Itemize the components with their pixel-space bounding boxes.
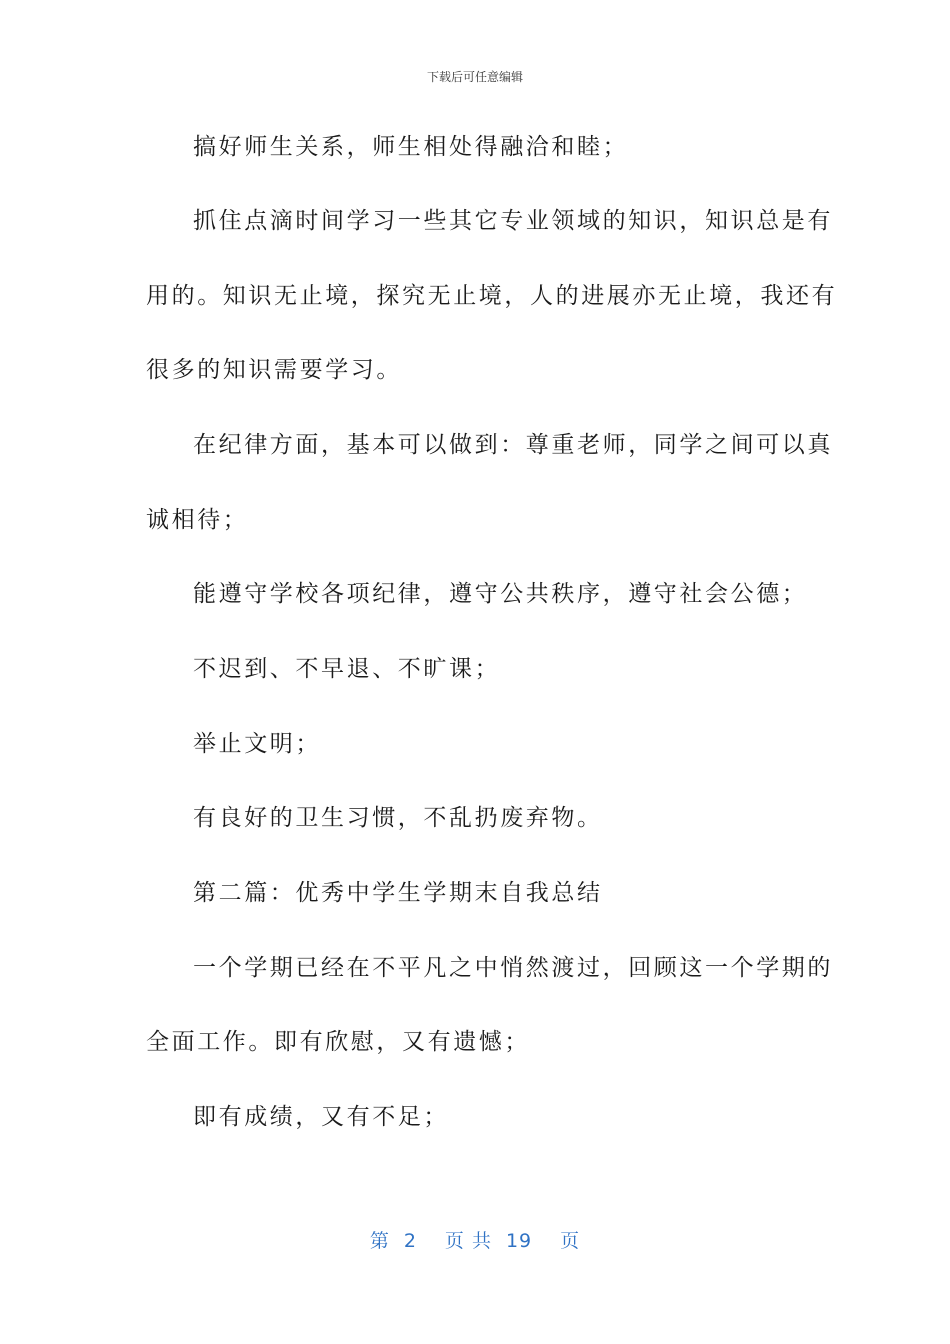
paragraph-line: 用的。知识无止境，探究无止境，人的进展亦无止境，我还有 (146, 283, 838, 309)
footer-suffix: 页 (560, 1230, 581, 1252)
paragraph-line: 很多的知识需要学习。 (146, 357, 402, 383)
paragraph-line: 搞好师生关系，师生相处得融洽和睦； (193, 134, 629, 160)
current-page-number: 2 (403, 1230, 417, 1252)
paragraph-line: 一个学期已经在不平凡之中悄然渡过，回顾这一个学期的 (193, 955, 833, 981)
paragraph-line: 即有成绩，又有不足； (193, 1104, 449, 1130)
paragraph-line: 举止文明； (193, 731, 321, 757)
footer-prefix: 第 (369, 1230, 390, 1252)
section-heading: 第二篇：优秀中学生学期末自我总结 (193, 880, 603, 906)
paragraph-line: 全面工作。即有欣慰，又有遗憾； (146, 1029, 530, 1055)
paragraph-line: 抓住点滴时间学习一些其它专业领域的知识，知识总是有 (193, 208, 833, 234)
total-page-count: 19 (505, 1230, 533, 1252)
footer-middle: 页 共 (444, 1230, 492, 1252)
paragraph-line: 能遵守学校各项纪律，遵守公共秩序，遵守社会公德； (193, 581, 808, 607)
paragraph-line: 在纪律方面，基本可以做到：尊重老师，同学之间可以真 (193, 432, 833, 458)
page-header: 下载后可任意编辑 (426, 70, 523, 84)
paragraph-line: 有良好的卫生习惯，不乱扔废弃物。 (193, 805, 603, 831)
page-footer (0, 1226, 950, 1253)
paragraph-line: 诚相待； (146, 507, 249, 533)
paragraph-line: 不迟到、不早退、不旷课； (193, 656, 501, 682)
